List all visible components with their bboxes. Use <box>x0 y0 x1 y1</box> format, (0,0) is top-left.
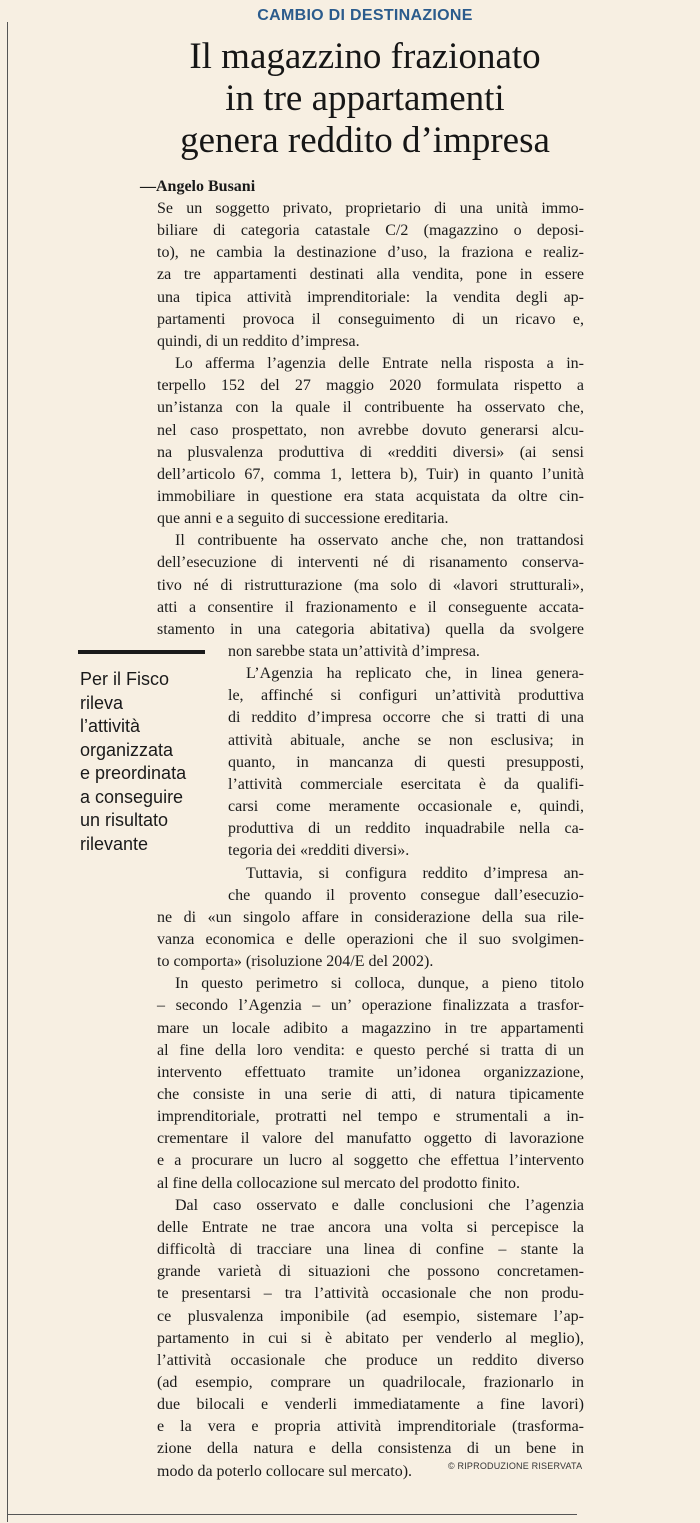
body-line: le, affinché si configuri un’attività produttiva <box>228 687 584 705</box>
body-line: quanto, in mancanza di questi presupposti, <box>228 753 584 771</box>
body-line: delle Entrate ne trae ancora una volta si percepisce la <box>157 1218 584 1236</box>
headline-line: Il magazzino frazionato <box>189 36 541 77</box>
body-line: to comporta» (risoluzione 204/E del 2002). <box>157 953 434 971</box>
pull-quote-line: rilevante <box>80 833 149 854</box>
body-line: che consiste in una serie di atti, di natura tipicamente <box>157 1086 584 1103</box>
body-line: partamento in cui si è abitato per venderlo al meglio), <box>157 1329 584 1347</box>
body-line: Tuttavia, si configura reddito d’impresa an- <box>246 864 584 882</box>
body-line: partamenti provoca il conseguimento di un ricavo e, <box>157 310 584 328</box>
body-line: que anni e a seguito di successione ereditaria. <box>157 510 449 528</box>
body-line: produttiva di un reddito inquadrabile nella ca- <box>228 820 584 838</box>
body-line: quindi, di un reddito d’impresa. <box>157 332 360 350</box>
body-line: (ad esempio, comprare un quadrilocale, frazionarlo in <box>157 1373 584 1391</box>
body-line: tegoria dei «redditi diversi». <box>228 842 410 860</box>
body-line: crementare il valore del manufatto oggetto di lavorazione <box>157 1130 584 1148</box>
body-line: na plusvalenza produttiva di «redditi diversi» (ai sensi <box>157 443 584 461</box>
body-line: za tre appartamenti destinati alla vendita, pone in essere <box>157 266 584 284</box>
pull-quote-line: organizzata <box>80 739 174 760</box>
pull-quote-line: l’attività <box>80 716 141 736</box>
pull-quote <box>80 668 215 856</box>
body-line: difficoltà di tracciare una linea di confine – stante la <box>157 1241 584 1259</box>
left-column-rule <box>7 22 8 1522</box>
body-line: carsi come meramente occasionale e, quindi, <box>228 798 584 816</box>
copyright-notice: © RIPRODUZIONE RISERVATA <box>448 1461 583 1471</box>
pull-quote-line: e preordinata <box>80 763 187 783</box>
body-line: biliare di categoria catastale C/2 (magazzino o deposi- <box>157 222 584 240</box>
body-line: te presentarsi – tra l’attività occasionale che non produ- <box>157 1285 584 1303</box>
body-line: atti a consentire il frazionamento e il conseguente accata- <box>157 598 584 616</box>
body-line: non sarebbe stata un’attività d’impresa. <box>228 643 480 660</box>
body-line: ne di «un singolo affare in considerazione della sua rile- <box>157 908 584 926</box>
body-line: immobiliare in questione era stata acquistata da oltre cin- <box>157 487 584 505</box>
body-line: l’attività commerciale esercitata è da qualifi- <box>228 775 584 793</box>
body-line: tivo né di ristrutturazione (ma solo di «lavori strutturali», <box>157 576 584 594</box>
body-line: L’Agenzia ha replicato che, in linea genera- <box>246 665 584 683</box>
body-line: un’istanza con la quale il contribuente ha osservato che, <box>157 399 584 417</box>
pull-quote-line: rileva <box>80 692 124 713</box>
body-line: – secondo l’Agenzia – un’ operazione finalizzata a trasfor- <box>157 997 584 1015</box>
body-line: e la vera e propria attività imprenditoriale (trasforma- <box>157 1418 584 1436</box>
body-line: imprenditoriale, protratti nel tempo e strumentali a in- <box>157 1108 584 1126</box>
bottom-rule <box>7 1514 577 1515</box>
pull-quote-rule <box>78 650 205 654</box>
body-line: Il contribuente ha osservato anche che, non trattandosi <box>175 532 584 550</box>
body-line: Se un soggetto privato, proprietario di una unità immo- <box>157 200 584 217</box>
body-line: l’attività occasionale che produce un reddito diverso <box>157 1351 584 1369</box>
body-line: che quando il provento consegue dall’esecuzio- <box>228 886 584 904</box>
headline <box>0 36 700 162</box>
kicker: CAMBIO DI DESTINAZIONE <box>257 7 473 24</box>
body-line: vanza economica e delle operazioni che il suo svolgimen- <box>157 930 584 948</box>
body-line: modo da poterlo collocare sul mercato). <box>157 1462 413 1480</box>
body-line: dell’articolo 67, comma 1, lettera b), Tuir) in quanto l’unità <box>157 465 584 483</box>
body-line: grande varietà di situazioni che possono concretamen- <box>157 1263 584 1281</box>
byline: —Angelo Busani <box>140 178 256 195</box>
headline-line: in tre appartamenti <box>225 78 505 119</box>
body-line: al fine della loro vendita: e questo perché si tratta di un <box>157 1041 584 1059</box>
body-line: e a procurare un lucro al soggetto che effettua l’intervento <box>157 1152 584 1170</box>
body-line: dell’esecuzione di interventi né di risanamento conserva- <box>157 554 584 572</box>
pull-quote-line: a conseguire <box>80 786 184 807</box>
body-line: In questo perimetro si colloca, dunque, a pieno titolo <box>175 975 584 993</box>
body-line: attività abituale, anche se non esclusiva; in <box>228 731 584 749</box>
headline-line: genera reddito d’impresa <box>180 120 550 161</box>
body-line: di reddito d’impresa occorre che si tratti di una <box>228 709 584 727</box>
pull-quote-line: Per il Fisco <box>80 669 170 689</box>
body-line: zione della natura e della consistenza di un bene in <box>157 1440 584 1458</box>
pull-quote-line: un risultato <box>80 810 169 830</box>
body-line: Lo afferma l’agenzia delle Entrate nella risposta a in- <box>175 355 584 373</box>
body-line: ce plusvalenza imponibile (ad esempio, sistemare l’ap- <box>157 1307 584 1325</box>
body-line: nel caso prospettato, non avrebbe dovuto generarsi alcu- <box>157 421 584 439</box>
body-line: una tipica attività imprenditoriale: la vendita degli ap- <box>157 288 584 306</box>
body-line: Dal caso osservato e dalle conclusioni che l’agenzia <box>175 1196 584 1214</box>
body-line: to), ne cambia la destinazione d’uso, la fraziona e realiz- <box>157 244 584 262</box>
body-line: al fine della collocazione sul mercato del prodotto finito. <box>157 1174 520 1192</box>
body-line: terpello 152 del 27 maggio 2020 formulata rispetto a <box>157 377 584 395</box>
body-line: due bilocali e venderli immediatamente a fine lavori) <box>157 1396 584 1414</box>
body-line: intervento effettuato tramite un’idonea organizzazione, <box>157 1063 584 1081</box>
body-line: stamento in una categoria abitativa) quella da svolgere <box>157 620 584 638</box>
body-line: mare un locale adibito a magazzino in tre appartamenti <box>157 1019 584 1037</box>
